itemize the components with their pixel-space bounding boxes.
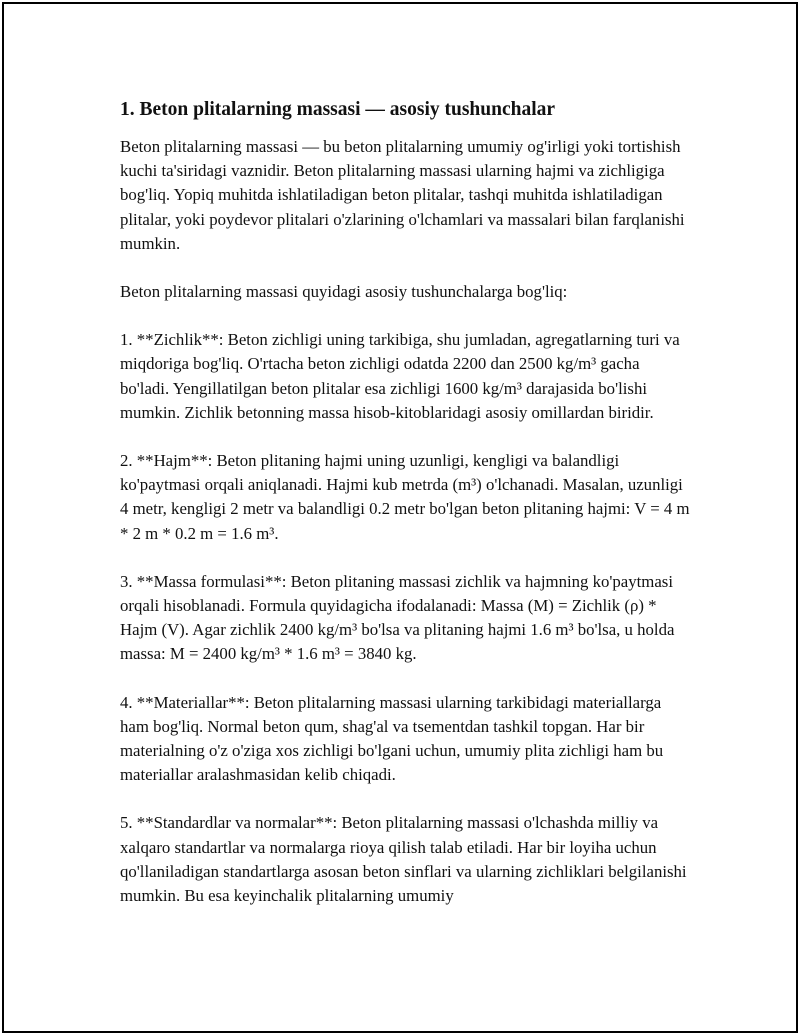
list-item-standards: 5. **Standardlar va normalar**: Beton plitalarning massasi o'lchashda milliy va xalqaro standartlar va normalarga rioya qilish talab etiladi. Har bir loyiha uchun qo'llaniladigan standartlarga asosan beton sinflari va ularning zichliklari belgilanishi mumkin. Bu esa keyinchalik plitalarning umumiy [120,813,687,906]
document-title: 1. Beton plitalarning massasi — asosiy tushunchalar [120,99,556,120]
intro-paragraph: Beton plitalarning massasi — bu beton plitalarning umumiy og'irligi yoki tortishish kuchi ta'siridagi vaznidir. Beton plitalarning massasi ularning hajmi va zichligiga bog'liq. Yopiq muhitda ishlatiladigan beton plitalar, tashqi muhitda ishlatiladigan plitalar, yoki poydevor plitalari o'zlarining o'lchamlari va massalari bilan farqlanishi mumkin. [120,137,685,253]
list-item-mass-formula: 3. **Massa formulasi**: Beton plitaning massasi zichlik va hajmning ko'paytmasi orqali hisoblanadi. Formula quyidagicha ifodalanadi: Massa (M) = Zichlik (ρ) * Hajm (V). Agar zichlik 2400 kg/m³ bo'lsa va plitaning hajmi 1.6 m³ bo'lsa, u holda massa: M = 2400 kg/m³ * 1.6 m³ = 3840 kg. [120,571,675,664]
document-body [120,96,690,932]
lead-in-paragraph: Beton plitalarning massasi quyidagi asosiy tushunchalarga bog'liq: [120,282,568,302]
list-item-materials: 4. **Materiallar**: Beton plitalarning massasi ularning tarkibidagi materiallarga ham bog'liq. Normal beton qum, shag'al va tsementdan tashkil topgan. Har bir materialning o'z o'ziga xos zichligi bo'lgani uchun, umumiy plita zichligi ham bu materiallar aralashmasidan kelib chiqadi. [120,692,664,785]
page-frame [2,2,798,1033]
list-item-density: 1. **Zichlik**: Beton zichligi uning tarkibiga, shu jumladan, agregatlarning turi va miqdoriga bog'liq. O'rtacha beton zichligi odatda 2200 dan 2500 kg/m³ gacha bo'ladi. Yengillatilgan beton plitalar esa zichligi 1600 kg/m³ darajasida bo'lishi mumkin. Zichlik betonning massa hisob-kitoblaridagi asosiy omillardan biridir. [120,330,680,422]
list-item-volume: 2. **Hajm**: Beton plitaning hajmi uning uzunligi, kengligi va balandligi ko'paytmasi orqali aniqlanadi. Hajmi kub metrda (m³) o'lchanadi. Masalan, uzunligi 4 metr, kengligi 2 metr va balandligi 0.2 metr bo'lgan beton plitaning hajmi: V = 4 m * 2 m * 0.2 m = 1.6 m³. [120,451,690,543]
